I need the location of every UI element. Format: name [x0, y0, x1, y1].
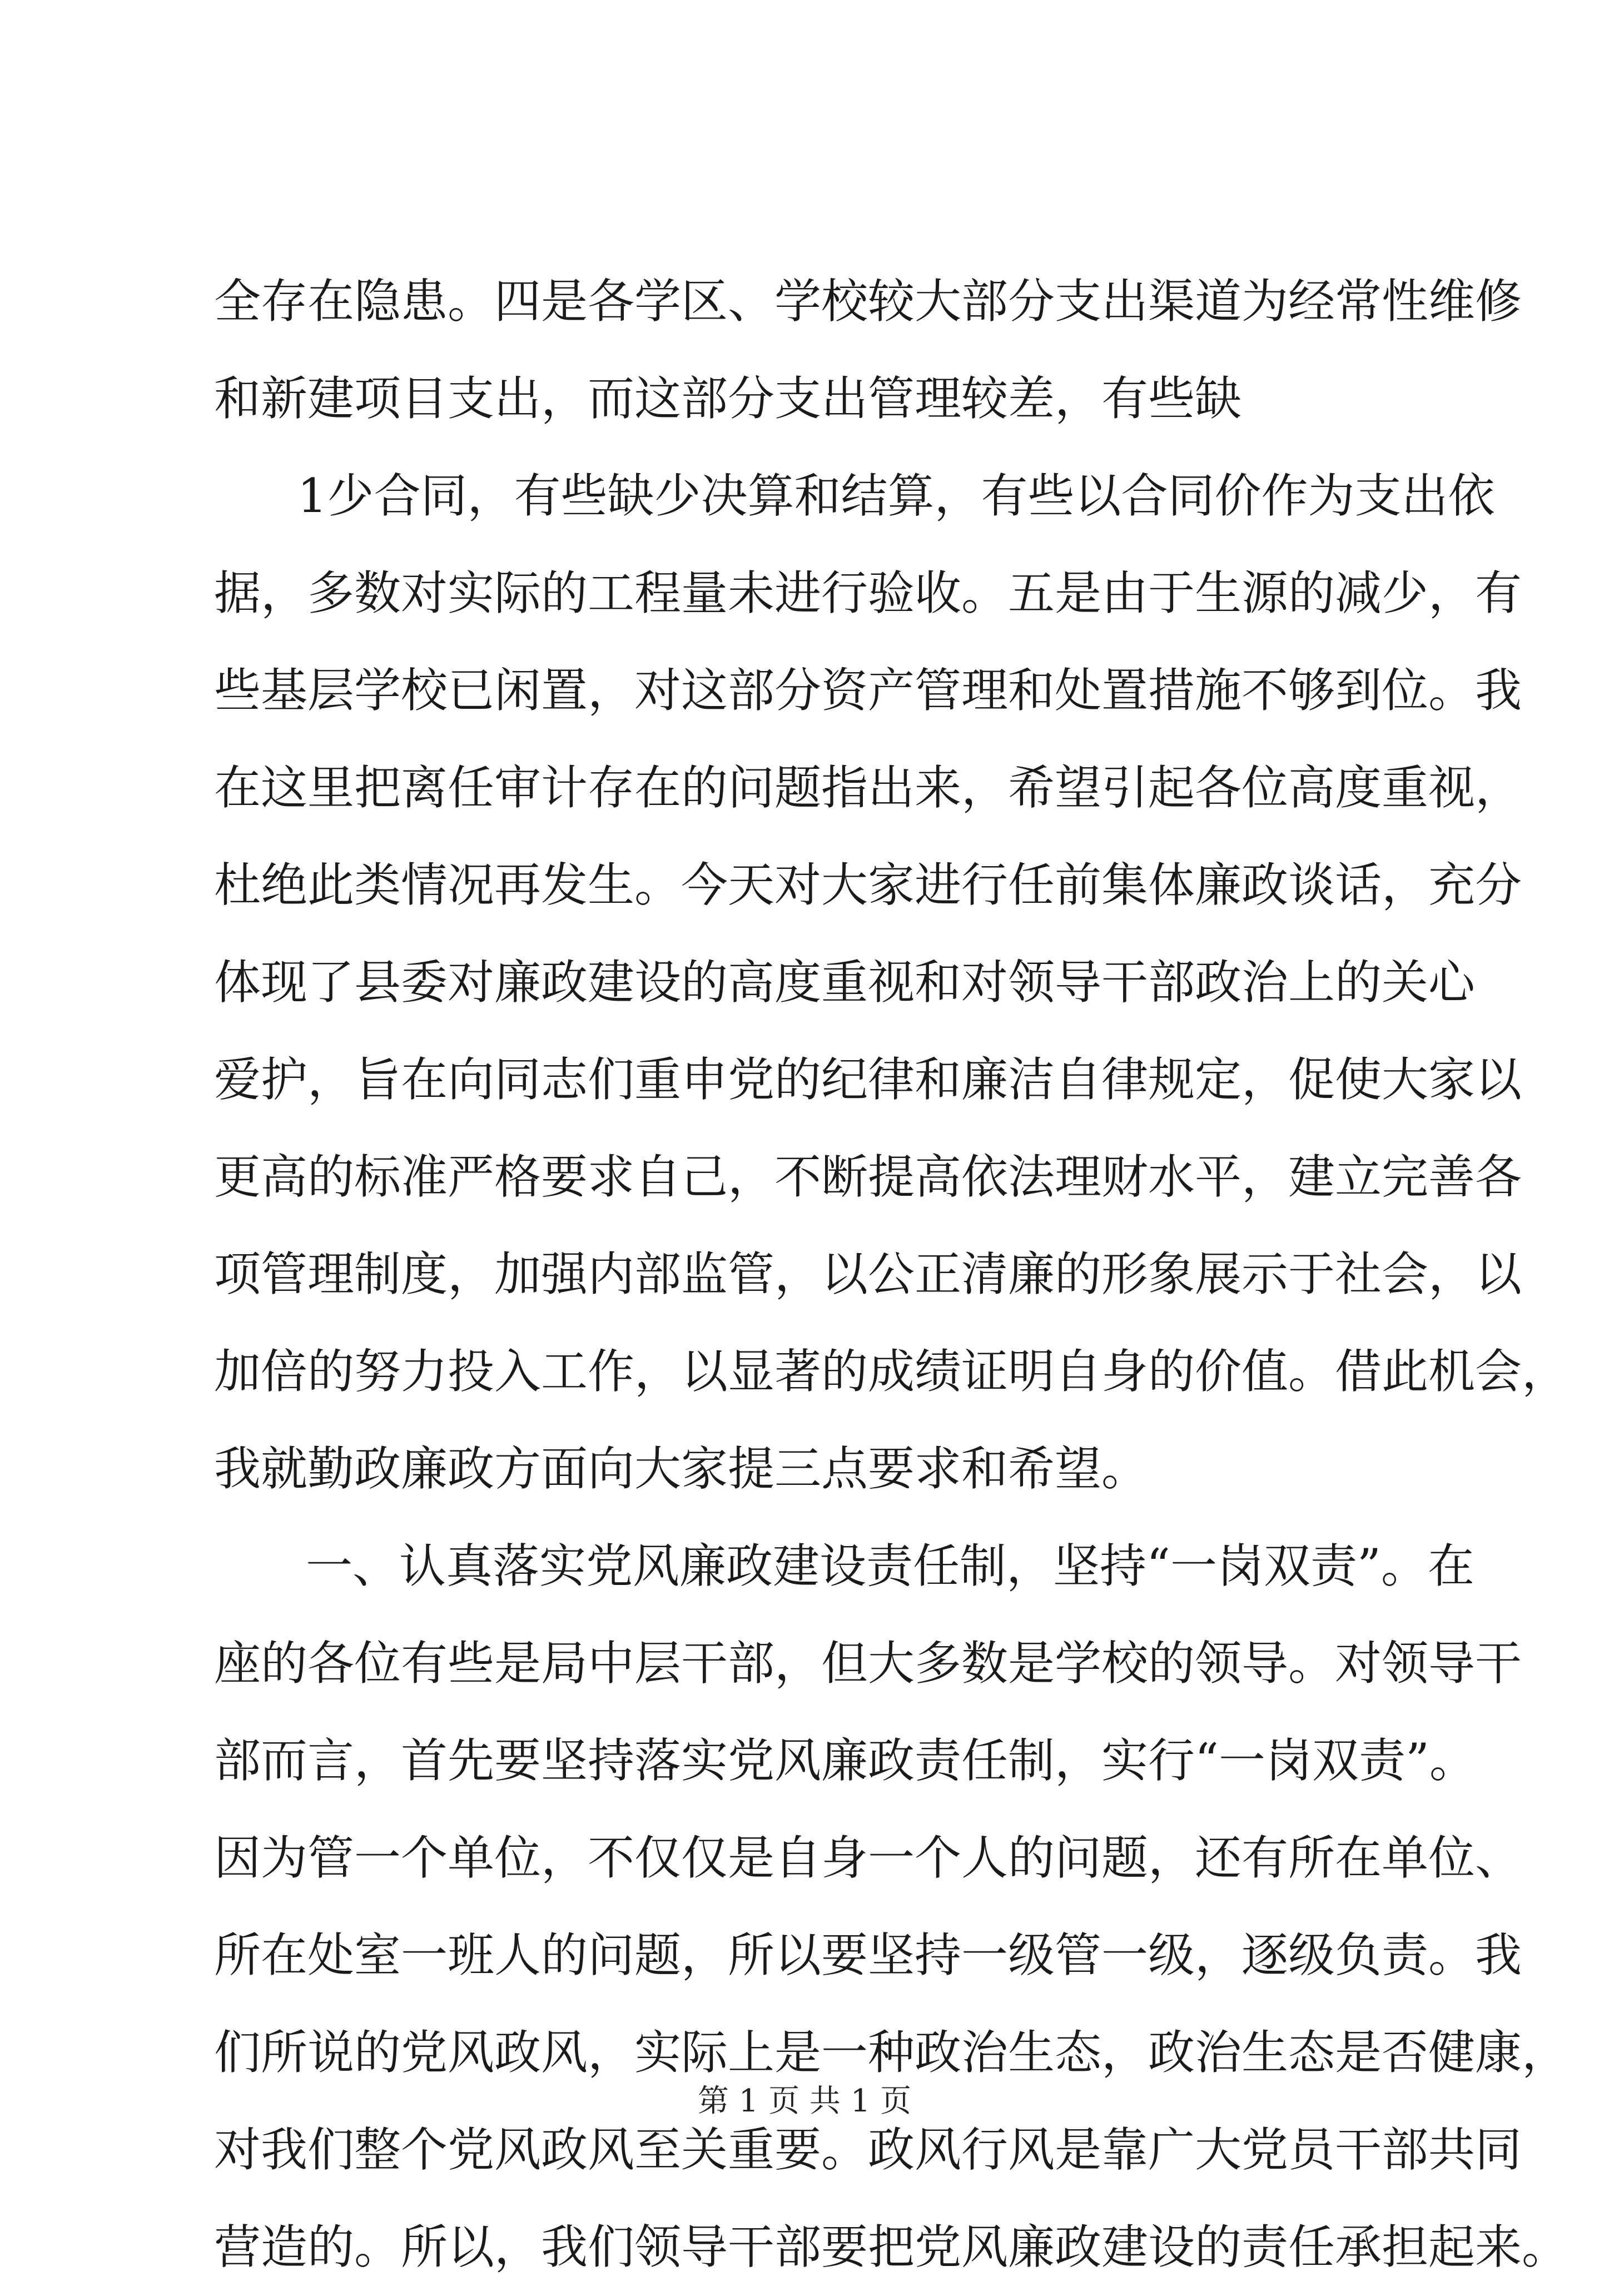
document-body [214, 253, 1569, 2296]
text-line: 座的各位有些是局中层干部，但大多数是学校的领导。对领导干 [214, 1636, 1522, 1691]
text-line: 全存在隐患。四是各学区、学校较大部分支出渠道为经常性维修 [214, 274, 1522, 329]
text-line: 体现了县委对廉政建设的高度重视和对领导干部政治上的关心 [214, 955, 1476, 1010]
text-line: 一、认真落实党风廉政建设责任制，坚持“一岗双责”。在 [306, 1539, 1474, 1593]
page-number-footer: 第 1 页 共 1 页 [697, 2083, 912, 2119]
text-line: 因为管一个单位，不仅仅是自身一个人的问题，还有所在单位、 [214, 1831, 1522, 1885]
text-line: 所在处室一班人的问题，所以要坚持一级管一级，逐级负责。我 [214, 1928, 1522, 1982]
text-line: 1少合同，有些缺少决算和结算，有些以合同价作为支出依 [297, 469, 1495, 523]
text-line: 和新建项目支出，而这部分支出管理较差，有些缺 [214, 371, 1242, 426]
text-line: 些基层学校已闲置，对这部分资产管理和处置措施不够到位。我 [214, 663, 1522, 718]
text-line: 爱护，旨在向同志们重申党的纪律和廉洁自律规定，促使大家以 [214, 1052, 1522, 1107]
text-line: 更高的标准严格要求自己，不断提高依法理财水平，建立完善各 [214, 1150, 1522, 1204]
text-line: 项管理制度，加强内部监管，以公正清廉的形象展示于社会，以 [214, 1247, 1522, 1301]
text-line: 在这里把离任审计存在的问题指出来，希望引起各位高度重视， [214, 761, 1522, 815]
text-line: 们所说的党风政风，实际上是一种政治生态，政治生态是否健康， [214, 2025, 1569, 2080]
text-line: 杜绝此类情况再发生。今天对大家进行任前集体廉政谈话，充分 [214, 858, 1522, 912]
text-line: 我就勤政廉政方面向大家提三点要求和希望。 [214, 1442, 1149, 1496]
text-line: 部而言，首先要坚持落实党风廉政责任制，实行“一岗双责”。 [214, 1733, 1476, 1788]
text-line: 加倍的努力投入工作，以显著的成绩证明自身的价值。借此机会， [214, 1344, 1569, 1399]
text-line: 营造的。所以，我们领导干部要把党风廉政建设的责任承担起来。 [214, 2220, 1569, 2274]
text-line: 据，多数对实际的工程量未进行验收。五是由于生源的减少，有 [214, 566, 1522, 620]
text-line: 对我们整个党风政风至关重要。政风行风是靠广大党员干部共同 [214, 2123, 1522, 2177]
